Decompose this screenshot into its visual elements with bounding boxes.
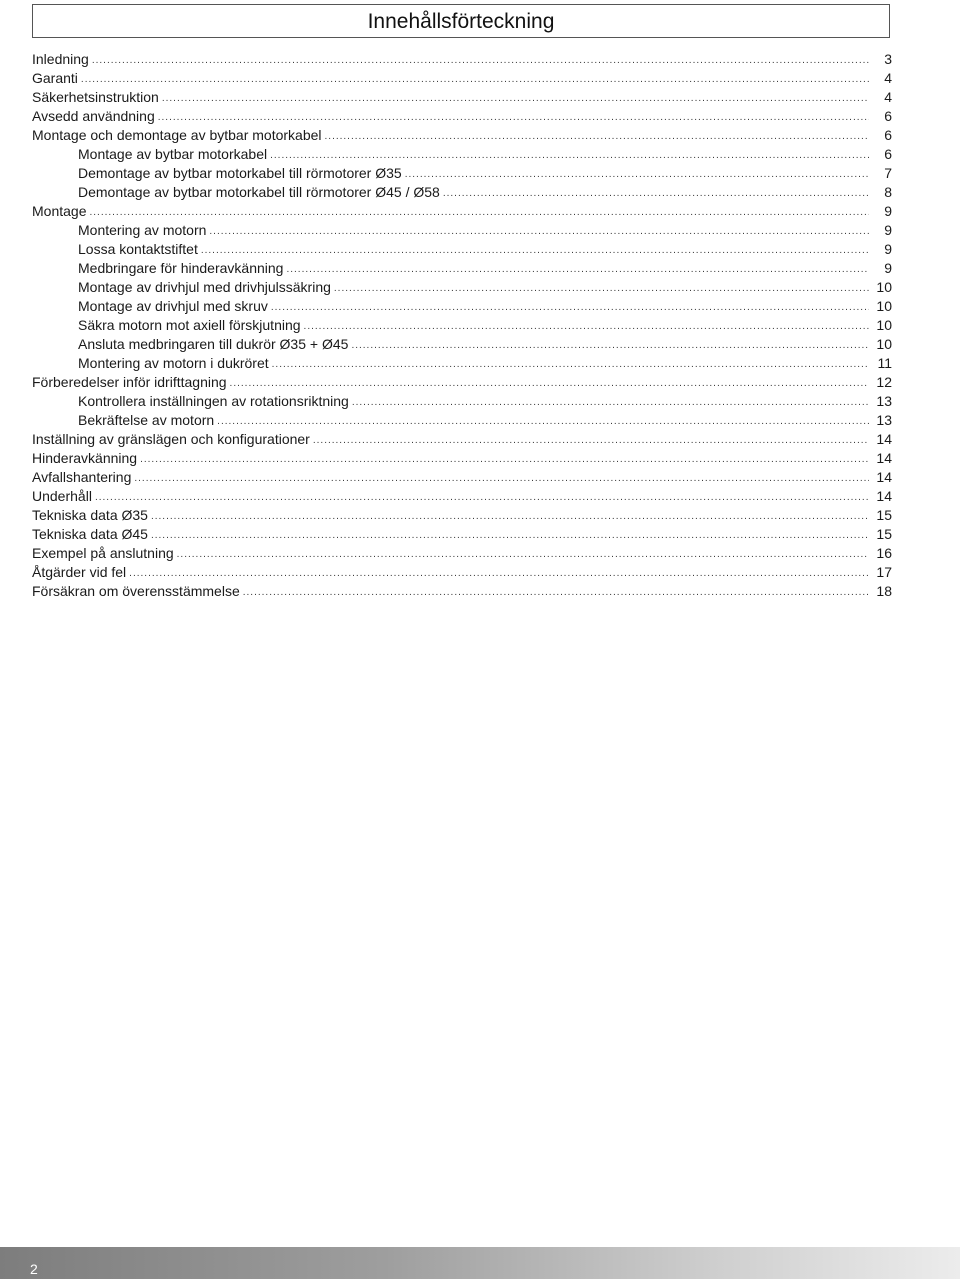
footer-band [0,1247,960,1279]
toc-dot-leader [325,127,869,146]
toc-entry-label: Säkra motorn mot axiell förskjutning [78,317,301,333]
toc-entry-label: Montering av motorn [78,222,207,238]
toc-dot-leader [151,507,869,526]
toc-entry-label: Medbringare för hinderavkänning [78,260,284,276]
toc-dot-leader [270,146,869,165]
toc-entry-page: 4 [884,89,892,105]
toc-entry-label: Exempel på anslutning [32,545,174,561]
toc-entry-label: Tekniska data Ø35 [32,507,148,523]
toc-entry-label: Avfallshantering [32,469,132,485]
toc-entry-page: 4 [884,70,892,86]
toc-entry-label: Underhåll [32,488,92,504]
toc-dot-leader [201,241,869,260]
toc-entry-page: 10 [876,336,892,352]
toc-entry-page: 14 [876,450,892,466]
toc-entry[interactable] [32,107,892,126]
toc-dot-leader [272,355,869,374]
toc-dot-leader [313,431,869,450]
toc-entry[interactable] [32,297,892,316]
toc-dot-leader [271,298,869,317]
toc-entry-label: Montage [32,203,87,219]
toc-entry-page: 13 [876,412,892,428]
toc-entry[interactable] [32,316,892,335]
toc-entry[interactable] [32,430,892,449]
toc-dot-leader [352,393,869,412]
toc-entry[interactable] [32,69,892,88]
toc-entry-label: Montage och demontage av bytbar motorkabel [32,127,322,143]
toc-entry-page: 17 [876,564,892,580]
toc-entry-page: 9 [884,260,892,276]
toc-entry[interactable] [32,487,892,506]
toc-entry-label: Åtgärder vid fel [32,564,127,580]
toc-dot-leader [304,317,869,336]
toc-entry-page: 6 [884,127,892,143]
page-title: Innehållsförteckning [367,10,555,33]
toc-dot-leader [286,260,869,279]
toc-entry-page: 14 [876,469,892,485]
title-box [32,4,890,38]
toc-dot-leader [230,374,869,393]
toc-entry[interactable] [32,335,892,354]
toc-entry-label: Avsedd användning [32,108,155,124]
toc-entry-label: Ansluta medbringaren till dukrör Ø35 + Ø45 [78,336,349,352]
toc-entry-page: 11 [877,355,892,371]
toc-dot-leader [243,583,869,602]
toc-entry-page: 15 [876,507,892,523]
toc-entry-label: Bekräftelse av motorn [78,412,215,428]
toc-entry-page: 3 [884,51,892,67]
toc-entry-page: 9 [884,241,892,257]
toc-entry-label: Kontrollera inställningen av rotationsriktning [78,393,349,409]
toc-entry[interactable] [32,563,892,582]
toc-entry[interactable] [32,202,892,221]
toc-dot-leader [134,469,869,488]
toc-dot-leader [92,51,869,70]
toc-entry-label: Garanti [32,70,78,86]
toc-entry[interactable] [32,88,892,107]
toc-dot-leader [95,488,869,507]
toc-entry[interactable] [32,544,892,563]
toc-entry-label: Inställning av gränslägen och konfigurationer [32,431,310,447]
toc-dot-leader [81,70,869,89]
toc-entry-page: 15 [876,526,892,542]
toc-entry-page: 12 [876,374,892,390]
toc-entry[interactable] [32,373,892,392]
toc-entry-page: 14 [876,431,892,447]
toc-dot-leader [129,564,869,583]
toc-entry-page: 10 [876,279,892,295]
toc-entry-label: Hinderavkänning [32,450,138,466]
toc-entry[interactable] [32,221,892,240]
toc-entry-page: 8 [884,184,892,200]
page-number: 2 [30,1261,38,1277]
toc-entry[interactable] [32,278,892,297]
toc-dot-leader [140,450,869,469]
toc-entry-page: 14 [876,488,892,504]
toc-entry-label: Montage av drivhjul med drivhjulssäkring [78,279,331,295]
toc-dot-leader [162,89,869,108]
toc-entry-page: 10 [876,298,892,314]
toc-entry-label: Tekniska data Ø45 [32,526,148,542]
toc-entry-label: Montage av drivhjul med skruv [78,298,268,314]
toc-dot-leader [151,526,869,545]
toc-entry-page: 10 [876,317,892,333]
toc-entry[interactable] [32,183,892,202]
toc-entry[interactable] [32,506,892,525]
toc-entry[interactable] [32,354,892,373]
toc-entry-label: Säkerhetsinstruktion [32,89,159,105]
toc-dot-leader [217,412,869,431]
toc-entry-label: Försäkran om överensstämmelse [32,583,240,599]
toc-entry-page: 13 [876,393,892,409]
toc-entry[interactable] [32,525,892,544]
toc-entry[interactable] [32,126,892,145]
toc-entry-label: Demontage av bytbar motorkabel till rörmotorer Ø35 [78,165,402,181]
toc-entry[interactable] [32,468,892,487]
toc-entry-page: 18 [876,583,892,599]
toc-entry[interactable] [32,449,892,468]
toc-dot-leader [405,165,869,184]
toc-entry-label: Montering av motorn i dukröret [78,355,269,371]
toc-dot-leader [351,336,869,355]
toc-dot-leader [209,222,869,241]
toc-dot-leader [443,184,869,203]
toc-entry-label: Demontage av bytbar motorkabel till rörmotorer Ø45 / Ø58 [78,184,440,200]
toc-dot-leader [177,545,869,564]
toc-entry-label: Montage av bytbar motorkabel [78,146,268,162]
toc-dot-leader [158,108,869,127]
toc-entry[interactable] [32,164,892,183]
table-of-contents [32,50,892,601]
toc-entry[interactable] [32,50,892,69]
toc-entry-page: 7 [884,165,892,181]
toc-entry-label: Lossa kontaktstiftet [78,241,198,257]
toc-entry-page: 16 [876,545,892,561]
toc-entry[interactable] [32,145,892,164]
toc-entry-page: 6 [884,108,892,124]
toc-entry-page: 9 [884,222,892,238]
toc-entry-page: 9 [884,203,892,219]
toc-dot-leader [89,203,869,222]
toc-entry[interactable] [32,411,892,430]
toc-dot-leader [334,279,869,298]
toc-entry-page: 6 [884,146,892,162]
toc-entry-label: Förberedelser inför idrifttagning [32,374,227,390]
toc-entry-label: Inledning [32,51,89,67]
toc-entry[interactable] [32,392,892,411]
toc-entry[interactable] [32,259,892,278]
toc-entry[interactable] [32,582,892,601]
toc-entry[interactable] [32,240,892,259]
